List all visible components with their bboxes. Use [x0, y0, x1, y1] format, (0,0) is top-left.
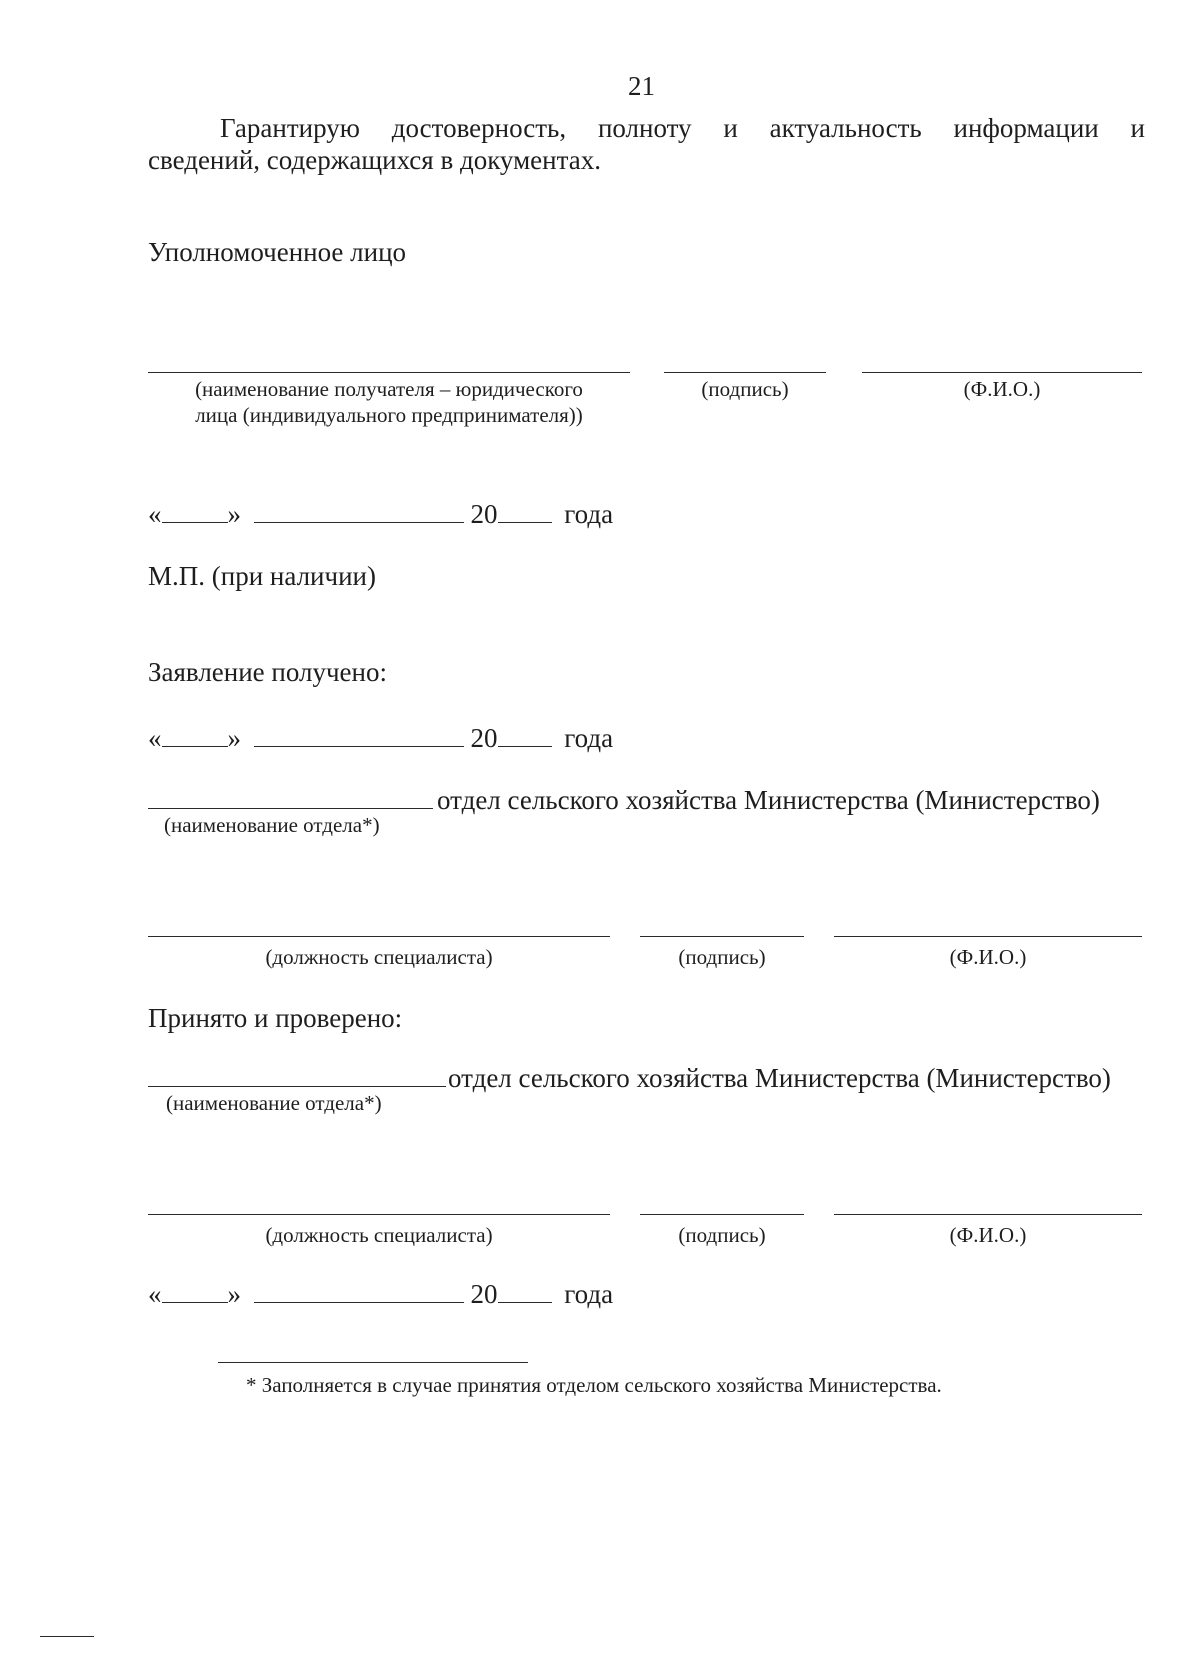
department-caption-2: (наименование отдела*) — [166, 1091, 382, 1115]
footnote-separator — [218, 1362, 528, 1363]
signature-caption-2: (подпись) — [678, 945, 766, 969]
stamp-label: М.П. (при наличии) — [148, 561, 376, 591]
signature-caption-3: (подпись) — [678, 1223, 766, 1247]
fio-line-3 — [834, 1214, 1142, 1215]
day-blank — [162, 1276, 228, 1303]
specialist-caption-2: (должность специалиста) — [265, 1223, 493, 1247]
guarantee-line-1: Гарантирую достоверность, полноту и актуальность информации и — [220, 113, 1145, 143]
page-number: 21 — [628, 71, 655, 101]
received-heading: Заявление получено: — [148, 657, 387, 687]
specialist-caption-1: (должность специалиста) — [265, 945, 493, 969]
signature-line-3 — [640, 1214, 804, 1215]
recipient-name-line — [148, 372, 630, 373]
year-blank — [498, 720, 552, 747]
scan-mark — [40, 1636, 94, 1637]
year-blank — [498, 496, 552, 523]
specialist-line-1 — [148, 936, 610, 937]
date-line-1: « » 20 года — [148, 496, 613, 530]
year-blank — [498, 1276, 552, 1303]
fio-line-1 — [862, 372, 1142, 373]
month-blank — [254, 496, 464, 523]
signature-line-2 — [640, 936, 804, 937]
day-blank — [162, 720, 228, 747]
footnote: * Заполняется в случае принятия отделом сельского хозяйства Министерства. — [246, 1373, 942, 1397]
department-line-2: отдел сельского хозяйства Министерства (Министерство) — [148, 1060, 1111, 1094]
month-blank — [254, 1276, 464, 1303]
recipient-caption: (наименование получателя – юридического лица (индивидуального предпринимателя)) — [195, 377, 583, 427]
signature-caption-1: (подпись) — [701, 377, 789, 401]
department-line-1: отдел сельского хозяйства Министерства (Министерство) — [148, 782, 1100, 816]
fio-caption-3: (Ф.И.О.) — [949, 1223, 1027, 1247]
authorized-person-label: Уполномоченное лицо — [148, 237, 407, 267]
specialist-line-2 — [148, 1214, 610, 1215]
signature-line-1 — [664, 372, 826, 373]
guarantee-line-2: сведений, содержащихся в документах. — [148, 145, 601, 175]
department-name-blank — [148, 782, 433, 809]
day-blank — [162, 496, 228, 523]
fio-caption-1: (Ф.И.О.) — [963, 377, 1041, 401]
fio-line-2 — [834, 936, 1142, 937]
date-line-2: « » 20 года — [148, 720, 613, 754]
department-caption-1: (наименование отдела*) — [164, 813, 380, 837]
date-line-3: « » 20 года — [148, 1276, 613, 1310]
department-name-blank — [148, 1060, 446, 1087]
month-blank — [254, 720, 464, 747]
accepted-heading: Принято и проверено: — [148, 1003, 403, 1033]
fio-caption-2: (Ф.И.О.) — [949, 945, 1027, 969]
